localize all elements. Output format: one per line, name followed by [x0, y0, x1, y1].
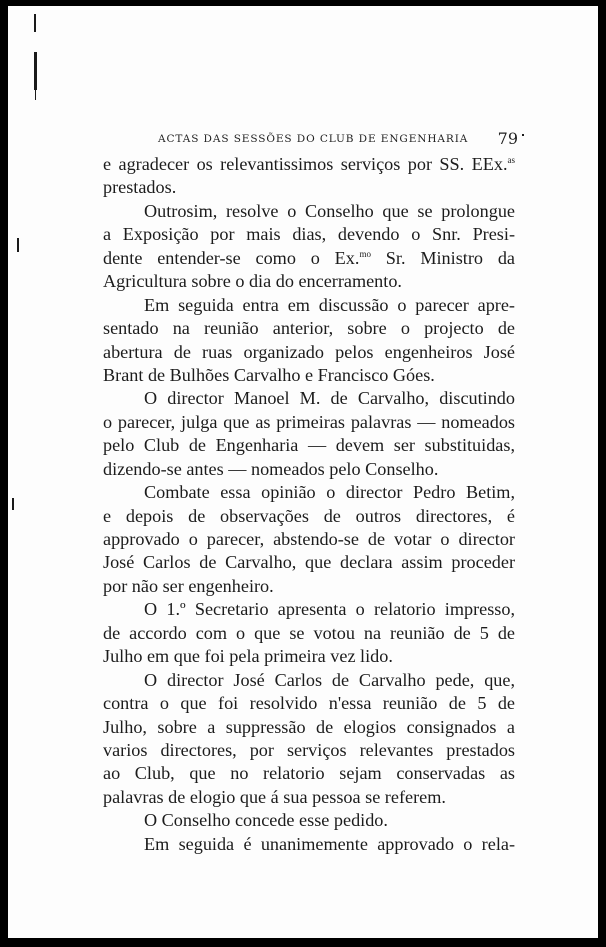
text-line: Brant de Bulhões Carvalho e Francisco Góes.: [103, 364, 435, 385]
text-line: approvado o parecer, abstendo-se de votar o director: [103, 529, 515, 549]
text-line: e agradecer os relevantissimos serviços por SS. EEx.$^{as}$: [103, 154, 515, 174]
text-line: Julho em que foi pela primeira vez lido.: [103, 646, 393, 667]
text-line: Em seguida é unanimemente approvado o rela-: [144, 833, 515, 854]
text-line: contra o que foi resolvido n'essa reunião de 5 de: [103, 693, 515, 714]
text-line: O Conselho concede esse pedido.: [144, 810, 388, 831]
book-page: [8, 6, 598, 938]
text-line: palavras de elogio que á sua pessoa se referem.: [103, 786, 446, 807]
body-text: [103, 153, 515, 856]
text-line: varios directores, por serviços relevantes prestados: [103, 739, 515, 760]
scan-mark: [34, 52, 37, 90]
text-line: a Exposição por mais dias, devendo o Snr. Presi-: [103, 224, 515, 245]
text-line: ao Club, que no relatorio sejam conservadas as: [103, 763, 515, 784]
text-line: Em seguida entra em discussão o parecer apre-: [144, 294, 515, 315]
text-line: e depois de observações de outros directores, é: [103, 505, 515, 526]
text-line: o parecer, julga que as primeiras palavras — nomeados: [103, 411, 515, 432]
text-line: de accordo com o que se votou na reunião de 5 de: [103, 622, 515, 643]
scan-mark: [17, 238, 19, 252]
text-line: Julho, sobre a suppressão de elogios consignados a: [103, 716, 515, 737]
scan-mark: [35, 90, 36, 100]
text-line: dente entender-se como o Ex.$^{mo}$ Sr. Ministro da: [103, 247, 515, 268]
page-number: 79: [497, 129, 518, 148]
scan-mark: [34, 14, 36, 32]
text-line: Combate essa opinião o director Pedro Betim,: [144, 482, 515, 503]
text-line: pelo Club de Engenharia — devem ser substituidas,: [103, 435, 515, 456]
text-line: José Carlos de Carvalho, que declara assim proceder: [103, 552, 515, 573]
running-title: ACTAS DAS SESSÕES DO CLUB DE ENGENHARIA: [158, 133, 469, 145]
scan-mark: [12, 498, 14, 510]
running-head: [158, 130, 518, 148]
text-line: dizendo-se antes — nomeados pelo Conselho.: [103, 458, 439, 479]
text-line: por não ser engenheiro.: [103, 575, 274, 596]
scan-mark: [522, 134, 524, 136]
text-line: Agricultura sobre o dia do encerramento.: [103, 271, 402, 292]
text-line: O director Manoel M. de Carvalho, discutindo: [144, 388, 515, 409]
text-line: abertura de ruas organizado pelos engenheiros José: [103, 341, 515, 362]
text-line: O director José Carlos de Carvalho pede, que,: [144, 669, 515, 690]
text-line: O 1.º Secretario apresenta o relatorio impresso,: [144, 599, 515, 620]
text-line: Outrosim, resolve o Conselho que se prolongue: [144, 200, 515, 221]
text-line: sentado na reunião anterior, sobre o projecto de: [103, 318, 515, 339]
text-line: prestados.: [103, 177, 177, 198]
